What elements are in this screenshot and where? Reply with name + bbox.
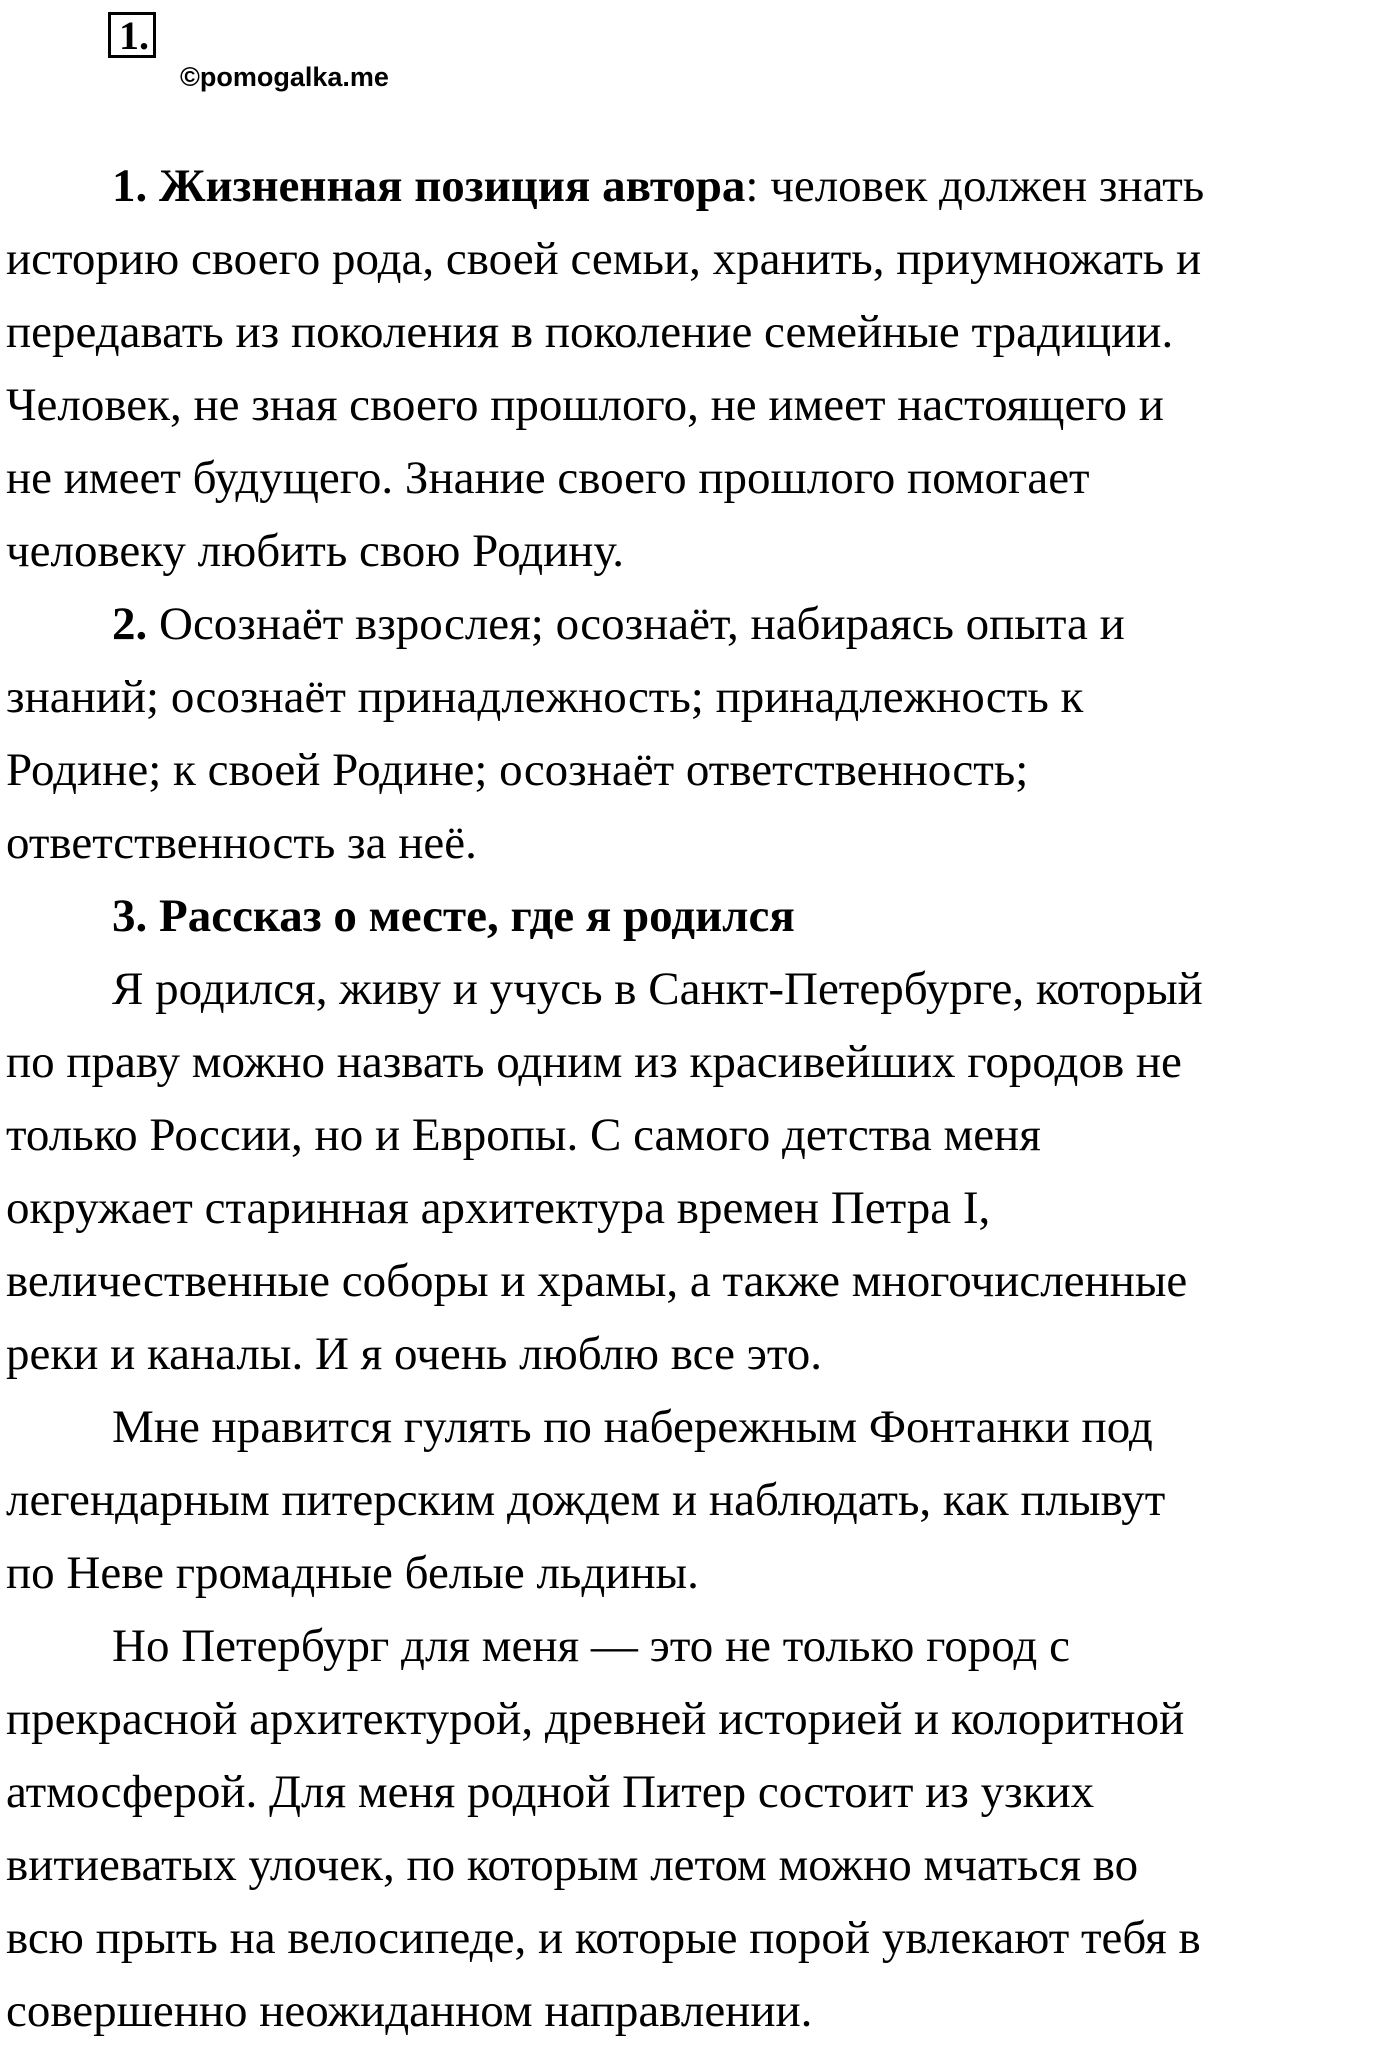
watermark: ©pomogalka.me (180, 62, 389, 92)
section1-line-1 (6, 150, 1396, 223)
section3-p1-line-2: по праву можно назвать одним из красивейших городов не (6, 1036, 1182, 1088)
section2-line-3: Родине; к своей Родине; осознаёт ответственность; (6, 744, 1029, 796)
section2-line-2: знаний; осознаёт принадлежность; принадлежность к (6, 671, 1084, 723)
section3-p3-line-3: атмосферой. Для меня родной Питер состоит из узких (6, 1766, 1095, 1818)
section1-line-4: Человек, не зная своего прошлого, не имеет настоящего и (6, 379, 1164, 431)
section3-p2-line-1: Мне нравится гулять по набережным Фонтанки под (112, 1401, 1153, 1453)
section3-p3-line-1: Но Петербург для меня — это не только город с (112, 1620, 1070, 1672)
section3-p2-line-3: по Неве громадные белые льдины. (6, 1547, 699, 1599)
section3-p1-line-5: величественные соборы и храмы, а также многочисленные (6, 1255, 1188, 1307)
section1-line-3: передавать из поколения в поколение семейные традиции. (6, 306, 1174, 358)
section3-p2-line-2: легендарным питерским дождем и наблюдать, как плывут (6, 1474, 1166, 1526)
section3-p3-line-2: прекрасной архитектурой, древней историей и колоритной (6, 1693, 1185, 1745)
section3-p3-line-6: совершенно неожиданном направлении. (6, 1985, 813, 2037)
section2-text: Осознаёт взрослея; осознаёт, набираясь опыта и (147, 598, 1125, 650)
section1-heading: 1. Жизненная позиция автора (112, 160, 746, 212)
section2-line-1 (6, 588, 1396, 661)
task-number: 1. (119, 13, 149, 58)
section3-p3-line-4: витиеватых улочек, по которым летом можно мчаться во (6, 1839, 1139, 1891)
section3-p1-line-1: Я родился, живу и учусь в Санкт-Петербурге, который (112, 963, 1203, 1015)
section3-p1-line-4: окружает старинная архитектура времен Петра I, (6, 1182, 991, 1234)
section1-line-2: историю своего рода, своей семьи, хранить, приумножать и (6, 233, 1202, 285)
section3-p1-line-6: реки и каналы. И я очень люблю все это. (6, 1328, 823, 1380)
section3-heading: 3. Рассказ о месте, где я родился (112, 890, 795, 942)
document-body (6, 150, 1396, 2048)
section2-line-4: ответственность за неё. (6, 817, 477, 869)
task-number-box (108, 12, 156, 58)
section2-number: 2. (112, 598, 148, 650)
section3-p1-line-3: только России, но и Европы. С самого детства меня (6, 1109, 1041, 1161)
section1-line-6: человеку любить свою Родину. (6, 525, 624, 577)
section1-text: : человек должен знать (745, 160, 1205, 212)
section1-line-5: не имеет будущего. Знание своего прошлого помогает (6, 452, 1090, 504)
section3-p3-line-5: всю прыть на велосипеде, и которые порой увлекают тебя в (6, 1912, 1201, 1964)
